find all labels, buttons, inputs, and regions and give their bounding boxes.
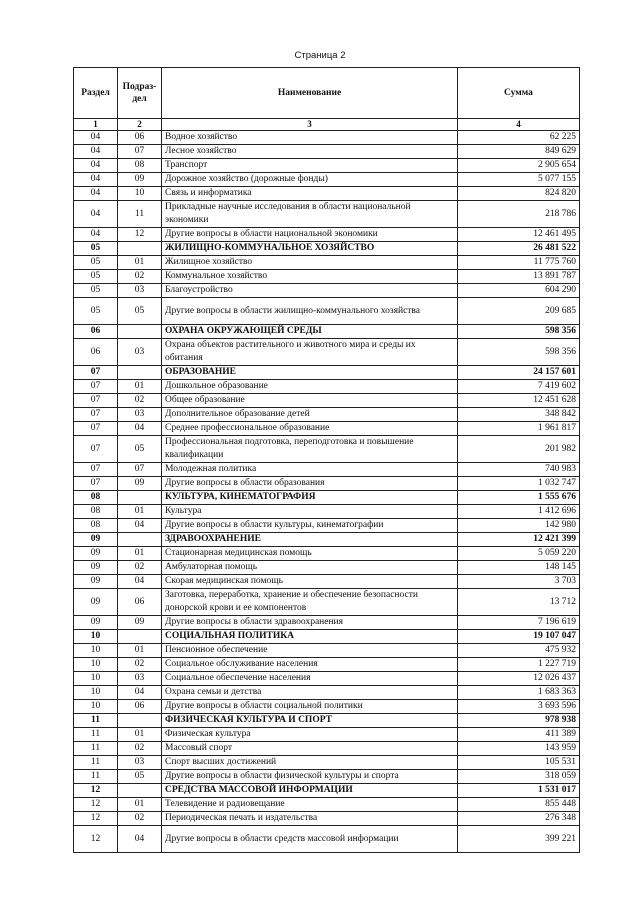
name-cell: Дополнительное образование детей <box>162 408 458 422</box>
subsection-code-cell: 03 <box>118 339 162 366</box>
table-row <box>74 658 580 672</box>
section-row <box>74 325 580 339</box>
section-code-cell: 04 <box>74 173 118 187</box>
header-name: Наименование <box>162 68 458 119</box>
table-row <box>74 477 580 491</box>
sum-cell: 143 959 <box>458 742 580 756</box>
sum-cell: 604 290 <box>458 284 580 298</box>
section-row <box>74 784 580 798</box>
name-cell: Жилищное хозяйство <box>162 256 458 270</box>
table-row <box>74 256 580 270</box>
section-code-cell: 12 <box>74 812 118 826</box>
table-row <box>74 672 580 686</box>
sum-cell: 978 938 <box>458 714 580 728</box>
section-code-cell: 11 <box>74 770 118 784</box>
table-row <box>74 812 580 826</box>
subsection-code-cell: 04 <box>118 686 162 700</box>
sum-cell: 318 059 <box>458 770 580 784</box>
name-cell: Культура <box>162 505 458 519</box>
section-code-cell: 11 <box>74 728 118 742</box>
section-code-cell: 07 <box>74 380 118 394</box>
table-row <box>74 728 580 742</box>
section-code-cell: 11 <box>74 756 118 770</box>
subsection-code-cell: 02 <box>118 658 162 672</box>
sum-cell: 1 531 017 <box>458 784 580 798</box>
sum-cell: 3 703 <box>458 575 580 589</box>
table-row <box>74 505 580 519</box>
name-cell: ОХРАНА ОКРУЖАЮЩЕЙ СРЕДЫ <box>162 325 458 339</box>
table-row <box>74 408 580 422</box>
name-cell: Прикладные научные исследования в области национальной экономики <box>162 201 458 228</box>
table-row <box>74 380 580 394</box>
subsection-code-cell <box>118 242 162 256</box>
subsection-code-cell: 04 <box>118 575 162 589</box>
table-row <box>74 463 580 477</box>
name-cell: Профессиональная подготовка, переподготовка и повышение квалификации <box>162 436 458 463</box>
section-row <box>74 714 580 728</box>
sum-cell: 1 555 676 <box>458 491 580 505</box>
name-cell: Социальное обслуживание населения <box>162 658 458 672</box>
name-cell: СРЕДСТВА МАССОВОЙ ИНФОРМАЦИИ <box>162 784 458 798</box>
table-row <box>74 644 580 658</box>
header-section: Раздел <box>74 68 118 119</box>
section-code-cell: 06 <box>74 339 118 366</box>
subsection-code-cell: 01 <box>118 644 162 658</box>
name-cell: Другие вопросы в области национальной экономики <box>162 228 458 242</box>
table-row <box>74 686 580 700</box>
section-code-cell: 09 <box>74 547 118 561</box>
sum-cell: 399 221 <box>458 826 580 853</box>
subsection-code-cell: 02 <box>118 742 162 756</box>
subsection-code-cell: 05 <box>118 436 162 463</box>
sum-cell: 411 389 <box>458 728 580 742</box>
name-cell: Транспорт <box>162 159 458 173</box>
name-cell: Охрана семьи и детства <box>162 686 458 700</box>
section-code-cell: 05 <box>74 284 118 298</box>
sum-cell: 19 107 047 <box>458 630 580 644</box>
subsection-code-cell: 05 <box>118 298 162 325</box>
section-code-cell: 09 <box>74 575 118 589</box>
column-number: 3 <box>162 119 458 131</box>
sum-cell: 13 712 <box>458 589 580 616</box>
section-code-cell: 09 <box>74 616 118 630</box>
name-cell: Другие вопросы в области социальной политики <box>162 700 458 714</box>
header-subsection: Подраз-дел <box>118 68 162 119</box>
section-code-cell: 04 <box>74 131 118 145</box>
name-cell: ОБРАЗОВАНИЕ <box>162 366 458 380</box>
sum-cell: 348 842 <box>458 408 580 422</box>
name-cell: Физическая культура <box>162 728 458 742</box>
sum-cell: 598 356 <box>458 325 580 339</box>
subsection-code-cell: 02 <box>118 270 162 284</box>
name-cell: Другие вопросы в области средств массовой информации <box>162 826 458 853</box>
name-cell: Среднее профессиональное образование <box>162 422 458 436</box>
sum-cell: 1 227 719 <box>458 658 580 672</box>
table-row <box>74 756 580 770</box>
sum-cell: 1 961 817 <box>458 422 580 436</box>
table-body <box>74 131 580 853</box>
sum-cell: 2 905 654 <box>458 159 580 173</box>
subsection-code-cell: 01 <box>118 547 162 561</box>
sum-cell: 5 059 220 <box>458 547 580 561</box>
name-cell: ФИЗИЧЕСКАЯ КУЛЬТУРА И СПОРТ <box>162 714 458 728</box>
name-cell: Другие вопросы в области образования <box>162 477 458 491</box>
sum-cell: 12 421 399 <box>458 533 580 547</box>
section-code-cell: 08 <box>74 491 118 505</box>
sum-cell: 62 225 <box>458 131 580 145</box>
name-cell: Другие вопросы в области физической культуры и спорта <box>162 770 458 784</box>
subsection-code-cell: 12 <box>118 228 162 242</box>
name-cell: Связь и информатика <box>162 187 458 201</box>
sum-cell: 11 775 760 <box>458 256 580 270</box>
section-code-cell: 12 <box>74 798 118 812</box>
column-number: 4 <box>458 119 580 131</box>
section-code-cell: 04 <box>74 159 118 173</box>
sum-cell: 148 145 <box>458 561 580 575</box>
section-code-cell: 06 <box>74 325 118 339</box>
name-cell: Дошкольное образование <box>162 380 458 394</box>
subsection-code-cell: 03 <box>118 408 162 422</box>
sum-cell: 12 461 495 <box>458 228 580 242</box>
subsection-code-cell: 05 <box>118 770 162 784</box>
page-number-label: Страница 2 <box>294 50 346 61</box>
section-code-cell: 09 <box>74 533 118 547</box>
table-row <box>74 201 580 228</box>
section-code-cell: 05 <box>74 298 118 325</box>
sum-cell: 13 891 787 <box>458 270 580 284</box>
table-row <box>74 436 580 463</box>
table-row <box>74 173 580 187</box>
sum-cell: 7 196 619 <box>458 616 580 630</box>
subsection-code-cell <box>118 491 162 505</box>
sum-cell: 12 451 628 <box>458 394 580 408</box>
table-row <box>74 159 580 173</box>
section-code-cell: 07 <box>74 436 118 463</box>
name-cell: Социальное обеспечение населения <box>162 672 458 686</box>
table-row <box>74 298 580 325</box>
subsection-code-cell <box>118 630 162 644</box>
sum-cell: 26 481 522 <box>458 242 580 256</box>
subsection-code-cell: 01 <box>118 798 162 812</box>
subsection-code-cell: 09 <box>118 477 162 491</box>
section-code-cell: 12 <box>74 784 118 798</box>
section-code-cell: 07 <box>74 408 118 422</box>
sum-cell: 276 348 <box>458 812 580 826</box>
subsection-code-cell: 01 <box>118 380 162 394</box>
section-code-cell: 09 <box>74 561 118 575</box>
table-row <box>74 339 580 366</box>
table-row <box>74 270 580 284</box>
table-row <box>74 700 580 714</box>
name-cell: Спорт высших достижений <box>162 756 458 770</box>
name-cell: Дорожное хозяйство (дорожные фонды) <box>162 173 458 187</box>
name-cell: Амбулаторная помощь <box>162 561 458 575</box>
subsection-code-cell: 02 <box>118 561 162 575</box>
sum-cell: 3 693 596 <box>458 700 580 714</box>
sum-cell: 12 026 437 <box>458 672 580 686</box>
name-cell: Лесное хозяйство <box>162 145 458 159</box>
sum-cell: 7 419 602 <box>458 380 580 394</box>
name-cell: Благоустройство <box>162 284 458 298</box>
subsection-code-cell <box>118 533 162 547</box>
subsection-code-cell: 03 <box>118 284 162 298</box>
sum-cell: 142 980 <box>458 519 580 533</box>
section-code-cell: 08 <box>74 519 118 533</box>
name-cell: Охрана объектов растительного и животного мира и среды их обитания <box>162 339 458 366</box>
section-code-cell: 10 <box>74 672 118 686</box>
section-row <box>74 533 580 547</box>
section-code-cell: 07 <box>74 477 118 491</box>
table-row <box>74 394 580 408</box>
header-sum: Сумма <box>458 68 580 119</box>
section-code-cell: 10 <box>74 700 118 714</box>
column-number: 2 <box>118 119 162 131</box>
subsection-code-cell <box>118 714 162 728</box>
sum-cell: 598 356 <box>458 339 580 366</box>
subsection-code-cell: 10 <box>118 187 162 201</box>
subsection-code-cell: 02 <box>118 812 162 826</box>
section-row <box>74 491 580 505</box>
table-row <box>74 561 580 575</box>
section-code-cell: 09 <box>74 589 118 616</box>
section-code-cell: 07 <box>74 394 118 408</box>
name-cell: Заготовка, переработка, хранение и обеспечение безопасности донорской крови и ее компонентов <box>162 589 458 616</box>
section-code-cell: 04 <box>74 228 118 242</box>
section-code-cell: 04 <box>74 145 118 159</box>
section-code-cell: 07 <box>74 463 118 477</box>
name-cell: Другие вопросы в области культуры, кинематографии <box>162 519 458 533</box>
section-code-cell: 10 <box>74 644 118 658</box>
name-cell: СОЦИАЛЬНАЯ ПОЛИТИКА <box>162 630 458 644</box>
subsection-code-cell: 01 <box>118 505 162 519</box>
sum-cell: 218 786 <box>458 201 580 228</box>
sum-cell: 201 982 <box>458 436 580 463</box>
section-row <box>74 630 580 644</box>
section-code-cell: 04 <box>74 187 118 201</box>
table-row <box>74 798 580 812</box>
name-cell: Массовый спорт <box>162 742 458 756</box>
section-code-cell: 10 <box>74 658 118 672</box>
section-code-cell: 10 <box>74 686 118 700</box>
subsection-code-cell: 03 <box>118 756 162 770</box>
name-cell: Скорая медицинская помощь <box>162 575 458 589</box>
sum-cell: 1 683 363 <box>458 686 580 700</box>
section-code-cell: 08 <box>74 505 118 519</box>
subsection-code-cell: 07 <box>118 145 162 159</box>
subsection-code-cell <box>118 325 162 339</box>
sum-cell: 209 685 <box>458 298 580 325</box>
section-code-cell: 07 <box>74 422 118 436</box>
section-code-cell: 05 <box>74 242 118 256</box>
table-row <box>74 228 580 242</box>
name-cell: ЖИЛИЩНО-КОММУНАЛЬНОЕ ХОЗЯЙСТВО <box>162 242 458 256</box>
subsection-code-cell: 08 <box>118 159 162 173</box>
section-code-cell: 11 <box>74 742 118 756</box>
table-row <box>74 589 580 616</box>
section-code-cell: 12 <box>74 826 118 853</box>
table-row <box>74 519 580 533</box>
section-row <box>74 242 580 256</box>
subsection-code-cell: 04 <box>118 422 162 436</box>
name-cell: Общее образование <box>162 394 458 408</box>
subsection-code-cell: 02 <box>118 394 162 408</box>
subsection-code-cell: 01 <box>118 256 162 270</box>
name-cell: Коммунальное хозяйство <box>162 270 458 284</box>
table-row <box>74 575 580 589</box>
name-cell: КУЛЬТУРА, КИНЕМАТОГРАФИЯ <box>162 491 458 505</box>
table-row <box>74 284 580 298</box>
table-row <box>74 742 580 756</box>
name-cell: Другие вопросы в области жилищно-коммунального хозяйства <box>162 298 458 325</box>
table-row <box>74 131 580 145</box>
section-row <box>74 366 580 380</box>
name-cell: Пенсионное обеспечение <box>162 644 458 658</box>
sum-cell: 849 629 <box>458 145 580 159</box>
subsection-code-cell: 07 <box>118 463 162 477</box>
sum-cell: 24 157 601 <box>458 366 580 380</box>
subsection-code-cell: 11 <box>118 201 162 228</box>
table-row <box>74 616 580 630</box>
name-cell: Стационарная медицинская помощь <box>162 547 458 561</box>
name-cell: Молодежная политика <box>162 463 458 477</box>
subsection-code-cell: 09 <box>118 616 162 630</box>
sum-cell: 824 820 <box>458 187 580 201</box>
subsection-code-cell <box>118 784 162 798</box>
sum-cell: 1 032 747 <box>458 477 580 491</box>
column-number-row <box>74 119 580 131</box>
name-cell: Другие вопросы в области здравоохранения <box>162 616 458 630</box>
table-row <box>74 547 580 561</box>
subsection-code-cell: 06 <box>118 700 162 714</box>
name-cell: Водное хозяйство <box>162 131 458 145</box>
column-number: 1 <box>74 119 118 131</box>
section-code-cell: 10 <box>74 630 118 644</box>
table-header-row <box>74 68 580 119</box>
table-row <box>74 770 580 784</box>
section-code-cell: 07 <box>74 366 118 380</box>
table-row <box>74 145 580 159</box>
sum-cell: 740 983 <box>458 463 580 477</box>
budget-table <box>73 67 580 853</box>
sum-cell: 5 077 155 <box>458 173 580 187</box>
sum-cell: 105 531 <box>458 756 580 770</box>
subsection-code-cell: 06 <box>118 589 162 616</box>
table-row <box>74 187 580 201</box>
section-code-cell: 04 <box>74 201 118 228</box>
sum-cell: 855 448 <box>458 798 580 812</box>
subsection-code-cell: 04 <box>118 826 162 853</box>
section-code-cell: 05 <box>74 256 118 270</box>
table-row <box>74 826 580 853</box>
table-row <box>74 422 580 436</box>
subsection-code-cell: 09 <box>118 173 162 187</box>
name-cell: Телевидение и радиовещание <box>162 798 458 812</box>
subsection-code-cell: 06 <box>118 131 162 145</box>
subsection-code-cell <box>118 366 162 380</box>
subsection-code-cell: 03 <box>118 672 162 686</box>
subsection-code-cell: 01 <box>118 728 162 742</box>
subsection-code-cell: 04 <box>118 519 162 533</box>
sum-cell: 475 932 <box>458 644 580 658</box>
sum-cell: 1 412 696 <box>458 505 580 519</box>
name-cell: ЗДРАВООХРАНЕНИЕ <box>162 533 458 547</box>
section-code-cell: 05 <box>74 270 118 284</box>
section-code-cell: 11 <box>74 714 118 728</box>
name-cell: Периодическая печать и издательства <box>162 812 458 826</box>
